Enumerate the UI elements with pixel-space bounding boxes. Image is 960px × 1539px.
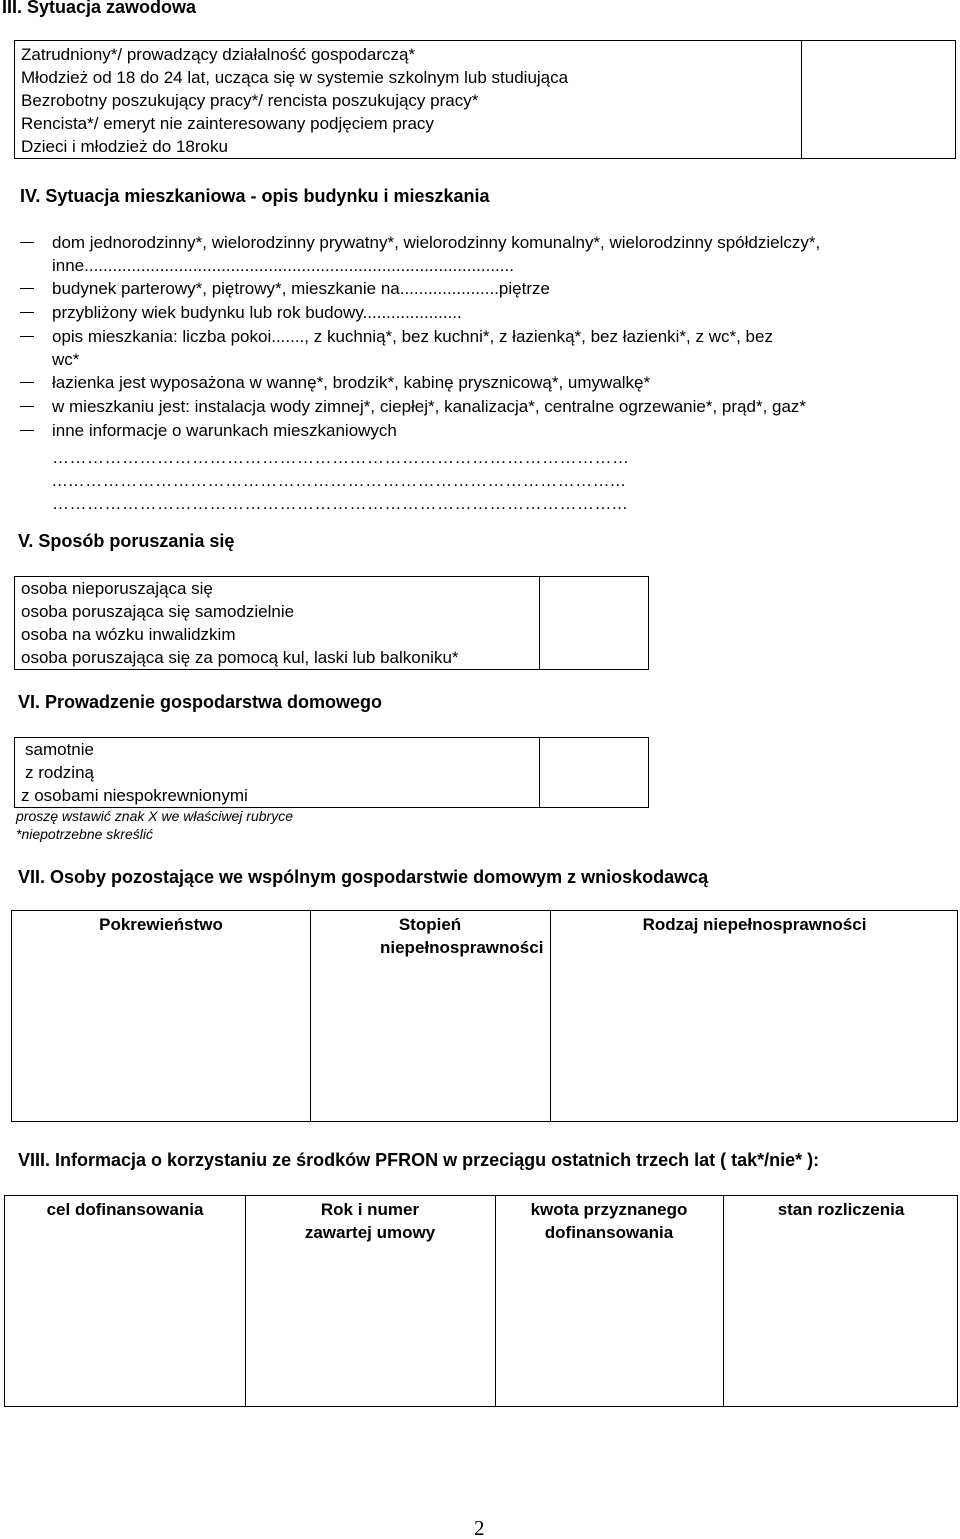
- pfron-funding-table: [4, 1195, 958, 1407]
- checkbox-column-divider: [539, 577, 540, 669]
- section-8-title: VIII. Informacja o korzystaniu ze środków PFRON w przeciągu ostatnich trzech lat ( tak*/nie* ):: [18, 1150, 820, 1170]
- mobility-option[interactable]: osoba poruszająca się za pomocą kul, laski lub balkoniku*: [21, 648, 459, 667]
- employment-option[interactable]: Rencista*/ emeryt nie zainteresowany podjęciem pracy: [21, 114, 434, 133]
- household-members-table: [11, 910, 958, 1122]
- employment-option[interactable]: Dzieci i młodzież do 18roku: [21, 137, 228, 156]
- section-7-title: VII. Osoby pozostające we wspólnym gospodarstwie domowym z wnioskodawcą: [18, 867, 709, 887]
- household-option[interactable]: samotnie: [25, 740, 94, 759]
- housing-item: w mieszkaniu jest: instalacja wody zimnej*, ciepłej*, kanalizacja*, centralne ogrzewanie*, prąd*, gaz*: [52, 397, 807, 416]
- mobility-option[interactable]: osoba poruszająca się samodzielnie: [21, 602, 295, 621]
- section-6-title: VI. Prowadzenie gospodarstwa domowego: [18, 692, 383, 712]
- dash-bullet: [20, 406, 34, 407]
- section-5-title: V. Sposób poruszania się: [18, 531, 235, 551]
- section-3-title: III. Sytuacja zawodowa: [2, 0, 197, 17]
- housing-item: przybliżony wiek budynku lub rok budowy.....................: [52, 303, 462, 322]
- dash-bullet: [20, 336, 34, 337]
- mobility-option[interactable]: osoba na wózku inwalidzkim: [21, 625, 236, 644]
- household-option[interactable]: z osobami niespokrewnionymi: [21, 786, 248, 805]
- housing-item: wc*: [52, 350, 80, 369]
- dash-bullet: [20, 242, 34, 243]
- table-header: cel dofinansowania: [46, 1200, 204, 1219]
- dotted-fill-line[interactable]: ………………………………………………………………………………………: [52, 448, 630, 467]
- column-divider: [550, 911, 551, 1121]
- table-header: Rodzaj niepełnosprawności: [642, 915, 867, 934]
- housing-item: dom jednorodzinny*, wielorodzinny prywatny*, wielorodzinny komunalny*, wielorodzinny spółdzielczy*,: [52, 233, 821, 252]
- checkbox-column-divider: [539, 738, 540, 807]
- table-header: kwota przyznanego dofinansowania: [530, 1200, 688, 1242]
- strike-note: *niepotrzebne skreślić: [16, 826, 153, 842]
- housing-item: łazienka jest wyposażona w wannę*, brodzik*, kabinę prysznicową*, umywalkę*: [52, 373, 651, 392]
- household-option[interactable]: z rodziną: [25, 763, 94, 782]
- checkbox-column-divider: [801, 41, 802, 158]
- page-number: 2: [474, 1516, 485, 1539]
- dash-bullet: [20, 288, 34, 289]
- housing-item: opis mieszkania: liczba pokoi......., z kuchnią*, bez kuchni*, z łazienką*, bez łazienki*, z wc*, bez: [52, 327, 773, 346]
- mobility-option[interactable]: osoba nieporuszająca się: [21, 579, 213, 598]
- dotted-fill-line[interactable]: ……………………………………………………………………………………...: [52, 494, 628, 513]
- housing-item: inne...........................................................................................: [52, 256, 514, 275]
- employment-option[interactable]: Bezrobotny poszukujący pracy*/ rencista poszukujący pracy*: [21, 91, 479, 110]
- table-header: Stopień niepełnosprawności: [380, 915, 544, 957]
- household-box: [14, 737, 649, 808]
- employment-option[interactable]: Zatrudniony*/ prowadzący działalność gospodarczą*: [21, 45, 416, 64]
- employment-option[interactable]: Młodzież od 18 do 24 lat, ucząca się w systemie szkolnym lub studiująca: [21, 68, 569, 87]
- table-header: stan rozliczenia: [777, 1200, 905, 1219]
- column-divider: [723, 1196, 724, 1406]
- table-header: Pokrewieństwo: [99, 915, 223, 934]
- employment-status-box: [14, 40, 956, 159]
- dash-bullet: [20, 382, 34, 383]
- section-4-title: IV. Sytuacja mieszkaniowa - opis budynku i mieszkania: [20, 186, 490, 206]
- dash-bullet: [20, 430, 34, 431]
- dash-bullet: [20, 312, 34, 313]
- table-header: Rok i numer zawartej umowy: [304, 1200, 436, 1242]
- dotted-fill-line[interactable]: ...…………………………………………………………………………………...: [52, 471, 626, 490]
- housing-item: budynek parterowy*, piętrowy*, mieszkanie na.....................piętrze: [52, 279, 550, 298]
- housing-item: inne informacje o warunkach mieszkaniowych: [52, 421, 397, 440]
- instruction-note: proszę wstawić znak X we właściwej rubryce: [16, 808, 293, 824]
- mobility-box: [14, 576, 649, 670]
